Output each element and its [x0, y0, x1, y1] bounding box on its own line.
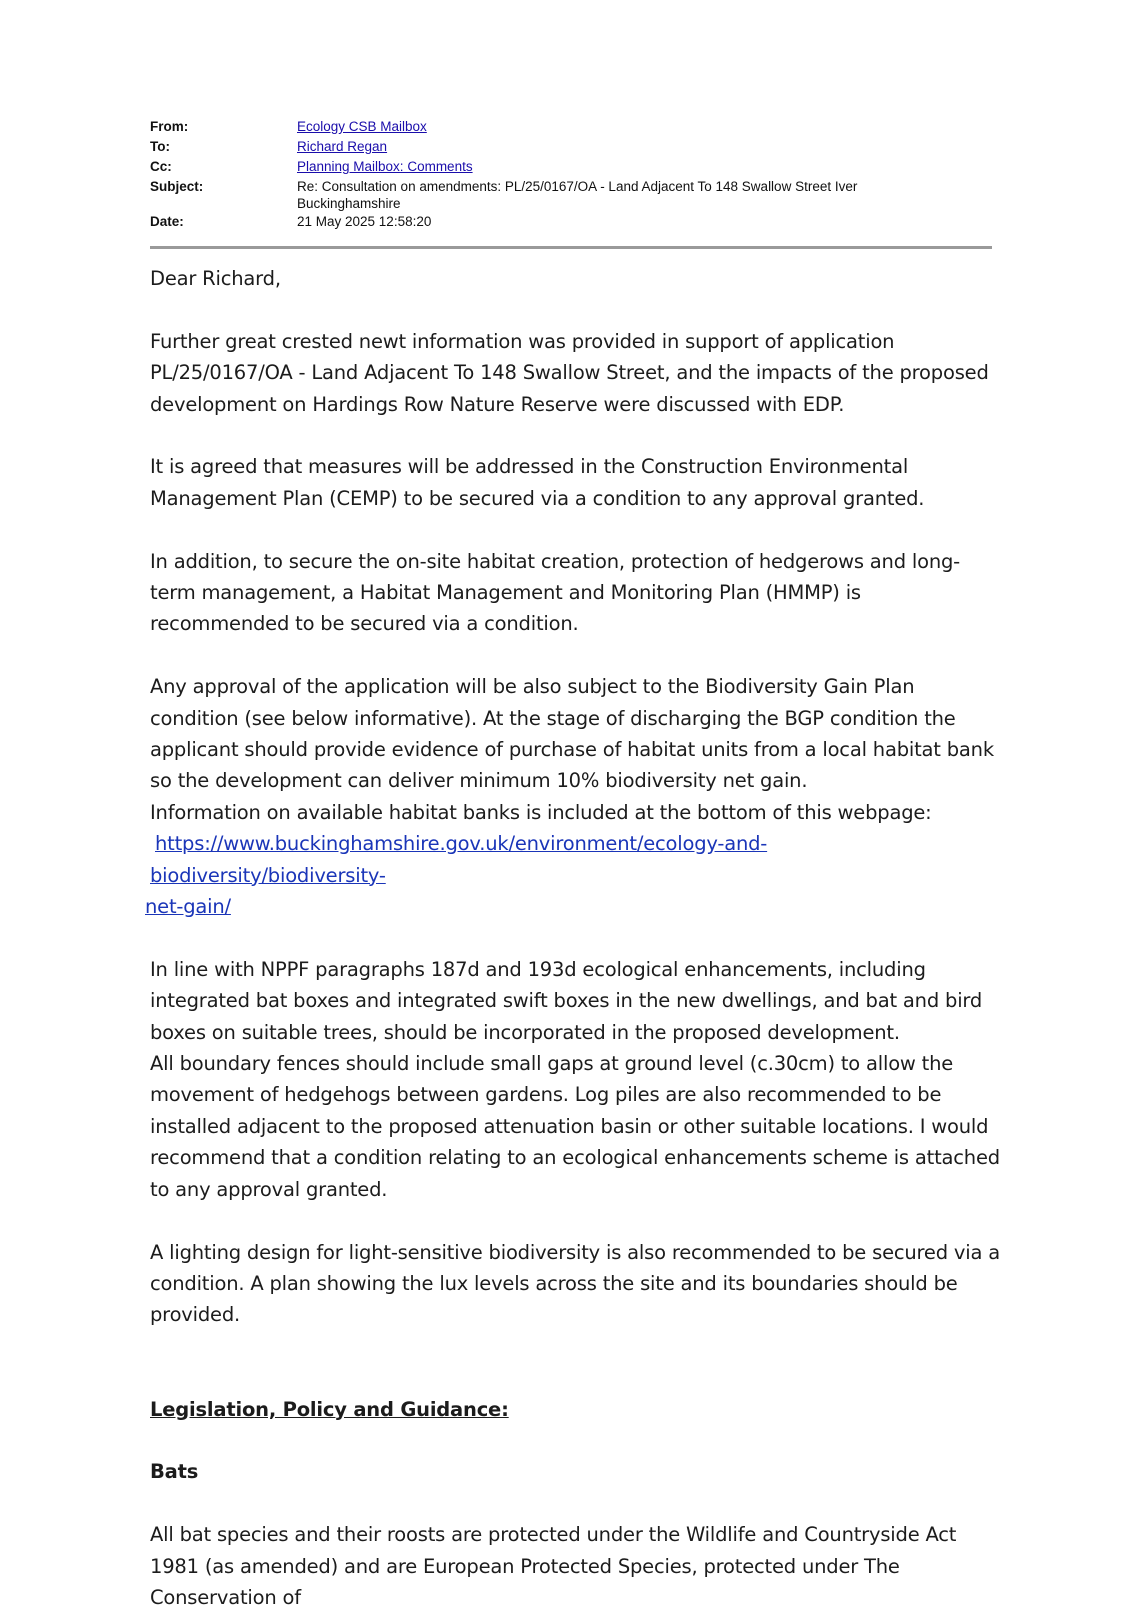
to-label: To: [150, 139, 170, 154]
to-link[interactable]: Richard Regan [297, 139, 388, 154]
date-value: 21 May 2025 12:58:20 [297, 214, 432, 229]
header-divider [150, 246, 992, 249]
paragraph-hedgehogs: All boundary fences should include small gaps at ground level (c.30cm) to allow the movement of hedgehogs between gardens. Log piles are also recommended to be installed adjacent to the proposed attenuation basin or other suitable locations. I would recommend that a condition relating to an ecological enhancements scheme is attached to any approval granted. [150, 1052, 1000, 1201]
paragraph-newt-info: Further great crested newt information was provided in support of application PL/25/0167/OA - Land Adjacent To 148 Swallow Street, and the impacts of the proposed development on Hardings Row Nature Reserve were discussed with EDP. [150, 329, 989, 416]
paragraph-bgp: Any approval of the application will be also subject to the Biodiversity Gain Plan condition (see below informative). At the stage of discharging the BGP condition the applicant should provide evidence of purchase of habitat units from a local habitat bank so the development can deliver minimum 10% biodiversity net gain. [150, 675, 994, 793]
paragraph-enhancements: In line with NPPF paragraphs 187d and 193d ecological enhancements, including integrated bat boxes and integrated swift boxes in the new dwellings, and bat and bird boxes on suitable trees, should be incorporated in the proposed development. [150, 957, 983, 1044]
from-link[interactable]: Ecology CSB Mailbox [297, 119, 427, 134]
subject-line-2: Buckinghamshire [297, 196, 401, 211]
subject-label: Subject: [150, 179, 204, 194]
cc-label: Cc: [150, 159, 172, 174]
to-row [150, 137, 990, 157]
paragraph-lighting: A lighting design for light-sensitive biodiversity is also recommended to be secured via a condition. A plan showing the lux levels across the site and its boundaries should be provided. [150, 1240, 1000, 1327]
subject-row [150, 177, 990, 212]
spacer [150, 1362, 1000, 1393]
section-heading-legislation: Legislation, Policy and Guidance: [150, 1397, 509, 1421]
webpage-link-paragraph [145, 828, 1000, 922]
cc-link[interactable]: Planning Mailbox: Comments [297, 159, 473, 174]
link-text-part-1: https://www.buckinghamshire.gov.uk/environment/ecology-and-biodiversity/biodiversity- [150, 832, 768, 887]
paragraph-habitat-banks: Information on available habitat banks is included at the bottom of this webpage: [150, 800, 932, 824]
from-row [150, 117, 990, 137]
paragraph-cemp: It is agreed that measures will be addressed in the Construction Environmental Management Plan (CEMP) to be secured via a condition to any approval granted. [150, 455, 925, 510]
subject-value [297, 177, 990, 212]
greeting: Dear Richard, [150, 267, 281, 290]
paragraph-hmmp: In addition, to secure the on-site habitat creation, protection of hedgerows and long-term management, a Habitat Management and Monitoring Plan (HMMP) is recommended to be secured via a condition. [150, 549, 961, 636]
paragraph-bats: All bat species and their roosts are protected under the Wildlife and Countryside Act 1981 (as amended) and are European Protected Species, protected under The Conservation of [150, 1523, 957, 1609]
subject-line-1: Re: Consultation on amendments: PL/25/0167/OA - Land Adjacent To 148 Swallow Street Iver [297, 179, 858, 194]
date-row [150, 212, 990, 232]
email-body [145, 263, 1000, 1613]
biodiversity-net-gain-link[interactable] [145, 832, 768, 919]
link-text-part-2: net-gain/ [145, 895, 231, 919]
sub-heading-bats: Bats [150, 1460, 199, 1484]
email-header [150, 117, 990, 232]
cc-row [150, 157, 990, 177]
from-label: From: [150, 119, 189, 134]
date-label: Date: [150, 214, 184, 229]
